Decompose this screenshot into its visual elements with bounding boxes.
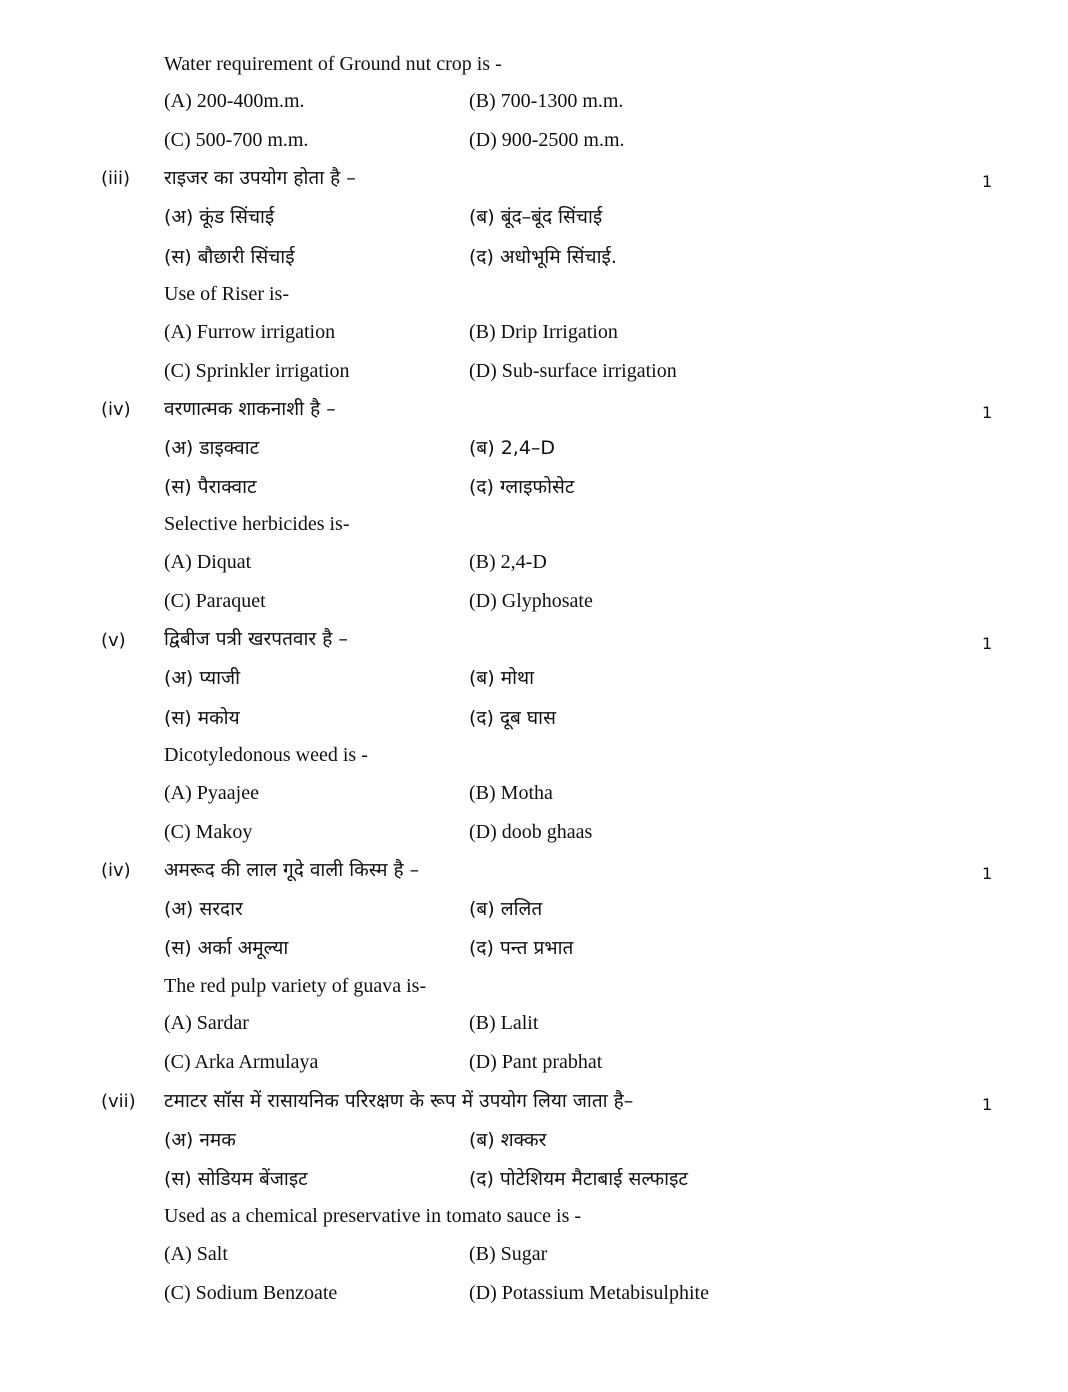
- question-marks: 1: [982, 172, 993, 191]
- question-number: (vii): [101, 1091, 136, 1112]
- option-b: (B) Lalit: [469, 1012, 539, 1034]
- question-number: (v): [101, 630, 126, 651]
- option-a: (A) Diquat: [164, 551, 252, 573]
- option-b: (B) Motha: [469, 782, 553, 804]
- question-number: (iii): [101, 168, 131, 189]
- option-a: (A) Salt: [164, 1243, 228, 1265]
- option-hindi-d: (द) अधोभूमि सिंचाई.: [469, 246, 617, 268]
- option-b: (B) Drip Irrigation: [469, 321, 618, 343]
- question-number: (iv): [101, 860, 131, 881]
- question-marks: 1: [982, 403, 993, 422]
- option-c: (C) Paraquet: [164, 590, 266, 612]
- question-text-english: Dicotyledonous weed is -: [164, 744, 368, 766]
- option-hindi-a: (अ) कूंड सिंचाई: [164, 206, 275, 228]
- question-text-hindi: राइजर का उपयोग होता है –: [164, 167, 356, 189]
- option-hindi-b: (ब) मोथा: [469, 667, 535, 689]
- option-c: (C) Arka Armulaya: [164, 1051, 319, 1073]
- option-hindi-a: (अ) डाइक्वाट: [164, 437, 260, 459]
- question-text-english: The red pulp variety of guava is-: [164, 975, 427, 997]
- option-c: (C) Sodium Benzoate: [164, 1282, 338, 1304]
- option-hindi-a: (अ) सरदार: [164, 898, 243, 920]
- question-text-hindi: टमाटर सॉस में रासायनिक परिरक्षण के रूप में उपयोग लिया जाता है–: [164, 1090, 634, 1112]
- question-number: (iv): [101, 399, 131, 420]
- option-hindi-b: (ब) ललित: [469, 898, 543, 920]
- option-c: (C) Makoy: [164, 821, 253, 843]
- option-b: (B) 2,4-D: [469, 551, 547, 573]
- option-hindi-b: (ब) बूंद–बूंद सिंचाई: [469, 206, 603, 228]
- question-text-hindi: अमरूद की लाल गूदे वाली किस्म है –: [164, 859, 420, 881]
- option-d: (D) Potassium Metabisulphite: [469, 1282, 709, 1304]
- option-a: (A) Sardar: [164, 1012, 249, 1034]
- option-b: (B) Sugar: [469, 1243, 548, 1265]
- question-marks: 1: [982, 864, 993, 883]
- option-hindi-d: (द) दूब घास: [469, 707, 556, 729]
- option-hindi-b: (ब) 2,4–D: [469, 437, 556, 459]
- option-hindi-c: (स) पैराक्वाट: [164, 476, 257, 498]
- option-c: (C) 500-700 m.m.: [164, 129, 309, 151]
- option-a: (A) Pyaajee: [164, 782, 259, 804]
- option-hindi-b: (ब) शक्कर: [469, 1129, 547, 1151]
- question-text-hindi: द्विबीज पत्री खरपतवार है –: [164, 628, 348, 650]
- option-hindi-a: (अ) प्याजी: [164, 667, 241, 689]
- question-marks: 1: [982, 634, 993, 653]
- option-d: (D) Glyphosate: [469, 590, 593, 612]
- option-hindi-c: (स) बौछारी सिंचाई: [164, 246, 295, 268]
- question-text-english: Used as a chemical preservative in tomato sauce is -: [164, 1205, 582, 1227]
- option-d: (D) 900-2500 m.m.: [469, 129, 625, 151]
- option-d: (D) Pant prabhat: [469, 1051, 603, 1073]
- option-a: (A) Furrow irrigation: [164, 321, 336, 343]
- option-hindi-c: (स) मकोय: [164, 707, 240, 729]
- option-hindi-c: (स) सोडियम बेंजाइट: [164, 1168, 308, 1190]
- option-a: (A) 200-400m.m.: [164, 90, 305, 112]
- option-hindi-c: (स) अर्का अमूल्या: [164, 937, 289, 959]
- option-b: (B) 700-1300 m.m.: [469, 90, 624, 112]
- question-text-english: Selective herbicides is-: [164, 513, 350, 535]
- option-d: (D) doob ghaas: [469, 821, 593, 843]
- question-text-english: Use of Riser is-: [164, 283, 289, 305]
- question-text-english: Water requirement of Ground nut crop is -: [164, 53, 502, 75]
- option-hindi-a: (अ) नमक: [164, 1129, 236, 1151]
- question-text-hindi: वरणात्मक शाकनाशी है –: [164, 398, 336, 420]
- option-hindi-d: (द) पन्त प्रभात: [469, 937, 574, 959]
- question-marks: 1: [982, 1095, 993, 1114]
- option-hindi-d: (द) ग्लाइफोसेट: [469, 476, 575, 498]
- option-d: (D) Sub-surface irrigation: [469, 360, 677, 382]
- option-c: (C) Sprinkler irrigation: [164, 360, 350, 382]
- option-hindi-d: (द) पोटेशियम मैटाबाई सल्फाइट: [469, 1168, 688, 1190]
